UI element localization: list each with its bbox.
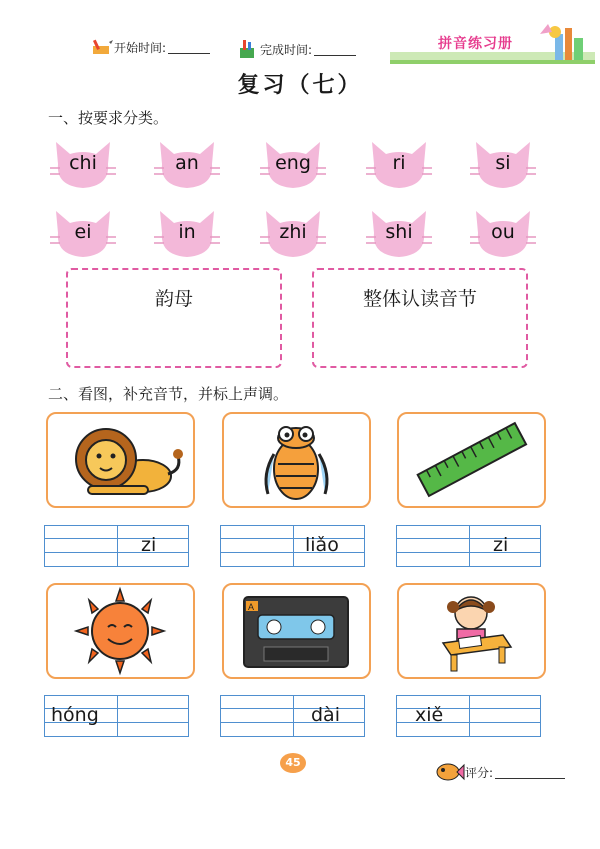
fish-icon <box>435 762 465 782</box>
whole-syllables-box[interactable] <box>312 268 528 368</box>
pinyin-grid-1[interactable] <box>44 525 189 567</box>
finish-time-label: 完成时间: <box>260 42 313 57</box>
pinyin-grid-5[interactable] <box>220 695 365 737</box>
syllable-label: an <box>175 152 199 174</box>
score <box>435 762 565 782</box>
cat-card[interactable] <box>364 205 434 261</box>
pinyin-grid-3[interactable] <box>396 525 541 567</box>
insect-icon <box>224 414 369 506</box>
cat-card[interactable] <box>468 205 538 261</box>
brand-text: 拼音练习册 <box>438 36 513 52</box>
picture-card-ruler <box>397 412 546 508</box>
pinyin-answer-5: dài <box>311 704 340 726</box>
pinyin-answer-3: zi <box>493 534 509 556</box>
pencil-book-icon <box>92 38 114 56</box>
start-time-label: 开始时间: <box>114 40 167 55</box>
syllable-label: ou <box>491 221 515 243</box>
cat-card[interactable] <box>48 136 118 192</box>
pinyin-grid-6[interactable] <box>396 695 541 737</box>
svg-text:A: A <box>248 602 255 612</box>
picture-card-sun <box>46 583 195 679</box>
girl-writing-icon <box>399 585 544 677</box>
start-time <box>92 38 210 56</box>
page-title: 复习（七） <box>237 73 363 98</box>
syllable-label: eng <box>275 152 311 174</box>
finals-box-label: 韵母 <box>154 288 193 310</box>
cat-card[interactable] <box>152 136 222 192</box>
syllable-label: chi <box>69 152 97 174</box>
cat-card[interactable] <box>468 136 538 192</box>
picture-card-lion <box>46 412 195 508</box>
section1-heading: 一、按要求分类。 <box>48 109 169 127</box>
picture-card-girl <box>397 583 546 679</box>
pinyin-answer-6: xiě <box>415 704 444 726</box>
cassette-tape-icon <box>224 585 369 677</box>
pinyin-grid-4[interactable] <box>44 695 189 737</box>
pinyin-answer-4: hóng <box>51 704 99 726</box>
cat-card[interactable] <box>48 205 118 261</box>
syllable-label: shi <box>385 221 413 243</box>
score-blank[interactable] <box>495 766 565 779</box>
cat-card[interactable] <box>152 205 222 261</box>
page-number: 45 <box>280 753 306 773</box>
syllable-label: in <box>178 221 196 243</box>
sun-icon <box>48 585 193 677</box>
finish-time-blank[interactable] <box>314 43 356 56</box>
pinyin-grid-2[interactable] <box>220 525 365 567</box>
cat-card[interactable] <box>364 136 434 192</box>
finals-box[interactable] <box>66 268 282 368</box>
cat-card[interactable] <box>258 136 328 192</box>
syllable-label: zhi <box>279 221 307 243</box>
syllable-label: ei <box>74 221 92 243</box>
pinyin-answer-2: liǎo <box>305 534 339 556</box>
syllable-label: si <box>495 152 511 174</box>
stationery-icon <box>238 38 260 60</box>
picture-card-insect <box>222 412 371 508</box>
section2-heading: 二、看图，补充音节，并标上声调。 <box>48 385 289 403</box>
picture-card-cassette <box>222 583 371 679</box>
pinyin-answer-1: zi <box>141 534 157 556</box>
finish-time <box>238 38 356 60</box>
cat-card[interactable] <box>258 205 328 261</box>
ruler-icon <box>399 414 544 506</box>
start-time-blank[interactable] <box>168 41 210 54</box>
whole-syllables-box-label: 整体认读音节 <box>362 288 477 310</box>
syllable-label: ri <box>392 152 406 174</box>
score-label: 评分: <box>465 765 494 780</box>
lion-icon <box>48 414 193 506</box>
